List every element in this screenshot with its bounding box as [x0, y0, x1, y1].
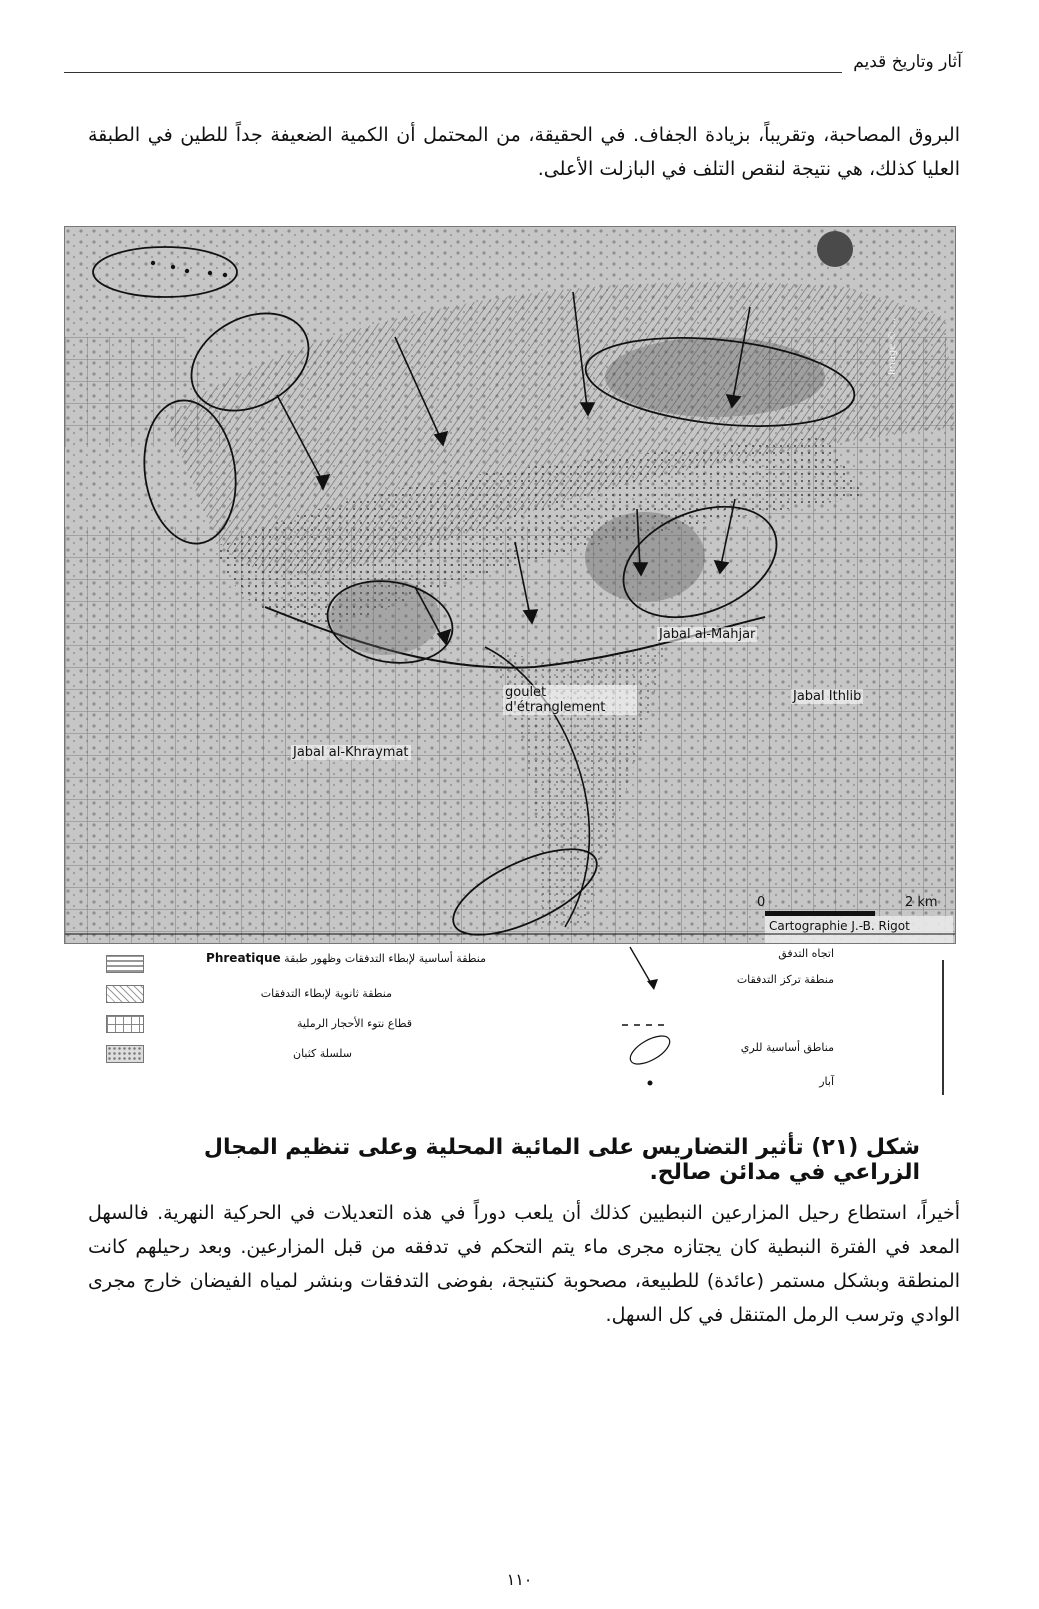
header-rule — [64, 72, 842, 73]
map-figure — [64, 226, 956, 944]
map-legend — [100, 945, 952, 1095]
swatch-dune-chain — [106, 1045, 144, 1063]
swatch-secondary-zone — [106, 985, 144, 1003]
swatch-primary-zone — [106, 955, 144, 973]
label-jabal-khraymat: Jabal al-Khraymat — [293, 745, 409, 760]
map-graphic — [65, 227, 955, 943]
paragraph-1: البروق المصاحبة، وتقريباً، بزيادة الجفاف. في الحقيقة، من المحتمل أن الكمية الضعيفة جداً للطين في الطبقة العليا كذلك، هي نتيجة لنقص التلف في البازلت الأعلى. — [88, 124, 960, 180]
legend-rock-sector: قطاع نتوء الأحجار الرملية — [296, 1017, 412, 1030]
legend-phreatique: Phreatique — [206, 951, 281, 965]
legend-irrigation-areas: مناطق أساسية للري — [740, 1041, 834, 1054]
legend-dune-chain: سلسلة كثبان — [292, 1047, 352, 1060]
legend-primary-zone — [206, 951, 486, 965]
header-title: آثار وتاريخ قديم — [853, 52, 962, 72]
map-credit: Cartographie J.-B. Rigot — [769, 919, 910, 933]
running-header — [64, 50, 962, 84]
legend-flow-concentration: منطقة تركز التدفقات — [736, 973, 834, 986]
label-jabal-mahjar: Jabal al-Mahjar — [659, 627, 756, 642]
legend-symbols — [622, 945, 682, 1095]
label-jabal-ithlib: Jabal Ithlib — [793, 689, 862, 704]
legend-flow-direction: اتجاه التدفق — [778, 947, 834, 960]
legend-primary-zone-text: منطقة أساسية لإبطاء التدفقات وظهور طبقة — [284, 952, 486, 965]
scale-zero: 0 — [757, 895, 766, 910]
legend-wells: آبار — [819, 1075, 834, 1088]
page-number: ١١٠ — [506, 1570, 533, 1589]
legend-divider — [942, 960, 944, 1095]
scale-distance: 2 km — [905, 895, 938, 910]
swatch-rock-sector — [106, 1015, 144, 1033]
label-goulet: goulet d'étranglement — [503, 685, 637, 715]
image-watermark: Image © ... — [887, 317, 898, 375]
legend-secondary-zone: منطقة ثانوية لإبطاء التدفقات — [260, 987, 392, 1000]
figure-caption: شكل (٢١) تأثير التضاريس على المائية المحلية وعلى تنظيم المجال الزراعي في مدائن صالح. — [203, 1135, 920, 1185]
paragraph-2: أخيراً، استطاع رحيل المزارعين النبطيين كذلك أن يلعب دوراً في هذه التعديلات في الحركية النهرية. فالسهل المعد في الفترة النبطية كان يجتازه مجرى ماء يتم التحكم في تدفقه من قبل المزارعين. وبعد رحيلهم كانت المنطقة وبشكل مستمر (عائدة) للطبيعة، مصحوبة كنتيجة، بفوضى التدفقات وبنشر لمياه الفيضان خارج مجرى الوادي وترسب الرمل المتنقل في كل السهل. — [88, 1202, 960, 1326]
